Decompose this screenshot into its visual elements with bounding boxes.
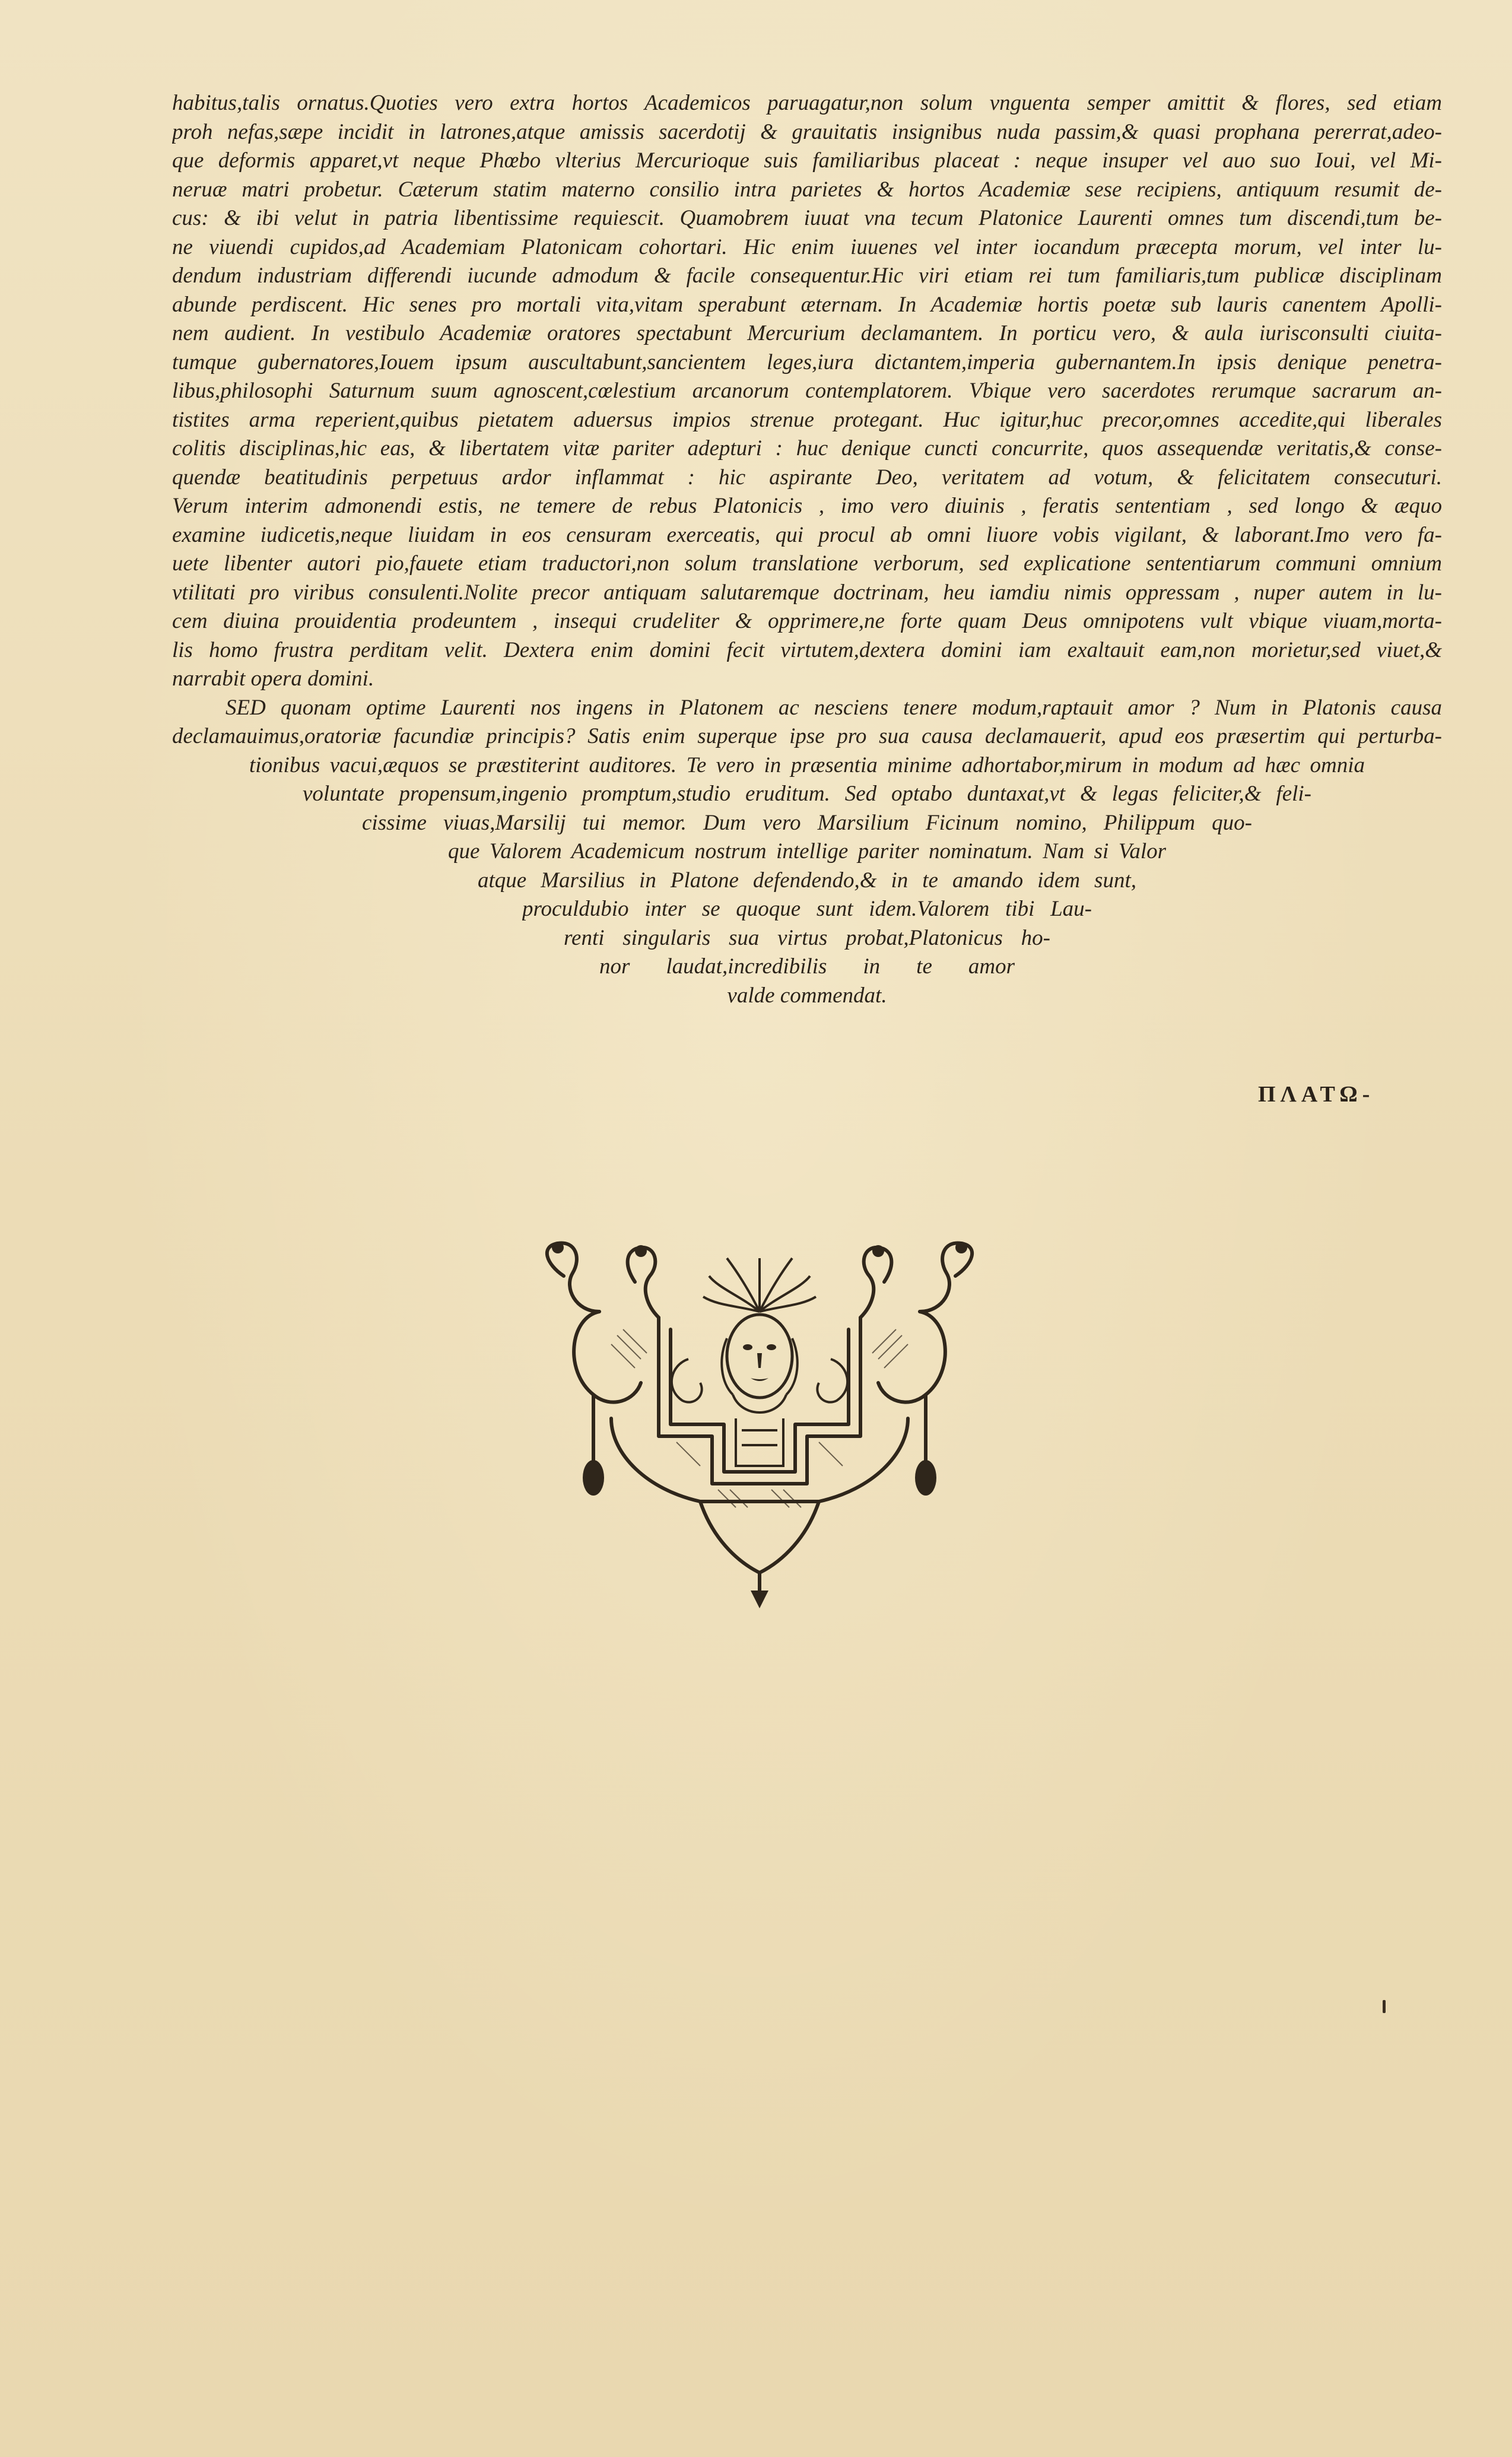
paragraph-2	[172, 694, 1442, 751]
taper-line: cissime viuas,Marsilij tui memor. Dum vero Marsilium Ficinum nomino, Philippum quo-	[362, 810, 1252, 835]
paragraph1-line: abunde perdiscent. Hic senes pro mortali vita,vitam sperabunt æternam. In Academiæ hortis poetæ sub lauris canentem Apolli-	[172, 292, 1442, 317]
paragraph1-line: proh nefas,sæpe incidit in latrones,atque amissis sacerdotij & grauitatis insignibus nuda passim,& quasi prophana pererrat,adeo-	[172, 119, 1442, 144]
paragraph1-line: tumque gubernatores,Iouem ipsum auscultabunt,sancientem leges,iura dictantem,imperia gubernantem.In ipsis denique penetra-	[172, 350, 1442, 374]
taper-line: valde commendat.	[727, 983, 887, 1008]
latin-text-body	[172, 89, 1442, 1008]
paragraph1-line: examine iudicetis,neque liuidam in eos censuram exerceatis, qui procul ab omni liuore vobis vigilant, & laborant.Imo vero fa-	[172, 522, 1442, 547]
paragraph1-line: narrabit opera domini.	[172, 666, 374, 691]
taper-line: renti singularis sua virtus probat,Platonicus ho-	[564, 925, 1050, 950]
paragraph1-line: cus: & ibi velut in patria libentissime requiescit. Quamobrem iuuat vna tecum Platonice Laurenti omnes tum discendi,tum be-	[172, 206, 1442, 230]
paragraph2-line: SED quonam optime Laurenti nos ingens in Platonem ac nesciens tenere modum,raptauit amor ? Num in Platonis causa	[225, 695, 1442, 720]
ink-speck	[1383, 2000, 1386, 2013]
taper-line: atque Marsilius in Platone defendendo,& in te amando idem sunt,	[478, 868, 1136, 893]
taper-line: proculdubio inter se quoque sunt idem.Valorem tibi Lau-	[522, 897, 1092, 921]
paragraph1-line: que deformis apparet,vt neque Phœbo vlterius Mercurioque suis familiaribus placeat : neque insuper vel auo suo Ioui, vel Mi-	[172, 148, 1442, 173]
paragraph1-line: dendum industriam differendi iucunde admodum & facile consequentur.Hic viri etiam rei tum familiaris,tum publicæ disciplinam	[172, 264, 1442, 288]
taper-line: voluntate propensum,ingenio promptum,studio eruditum. Sed optabo duntaxat,vt & legas feliciter,& feli-	[303, 782, 1311, 806]
paragraph1-line: habitus,talis ornatus.Quoties vero extra hortos Academicos paruagatur,non solum vnguenta semper amittit & flores, sed etiam	[172, 91, 1442, 115]
paragraph1-line: lis homo frustra perditam velit. Dextera enim domini fecit virtutem,dextera domini iam exaltauit eam,non morietur,sed viuet,&	[172, 637, 1442, 662]
paragraph1-line: quendæ beatitudinis perpetuus ardor inflammat : hic aspirante Deo, veritatem ad votum, & felicitatem consecuturi.	[172, 465, 1442, 490]
paragraph1-line: tistites arma reperient,quibus pietatem aduersus impios strenue protegant. Huc igitur,huc precor,omnes accedite,qui liberales	[172, 407, 1442, 432]
paragraph-1	[172, 89, 1442, 694]
paragraph1-line: ne viuendi cupidos,ad Academiam Platonicam cohortari. Hic enim iuuenes vel inter iocandum præcepta morum, vel inter lu-	[172, 234, 1442, 259]
paragraph1-line: neruæ matri probetur. Cæterum statim materno consilio intra parietes & hortos Academiæ sese recipiens, antiquum resumit de-	[172, 177, 1442, 202]
decorative-tailpiece-ornament	[522, 1240, 997, 1608]
paragraph1-line: uete libenter autori pio,fauete etiam traductori,non solum translatione verborum, sed explicatione sententiarum communi omnium	[172, 551, 1442, 576]
taper-line: que Valorem Academicum nostrum intellige pariter nominatum. Nam si Valor	[448, 839, 1166, 864]
paragraph1-line: libus,philosophi Saturnum suum agnoscent,cœlestium arcanorum contemplatorem. Vbique vero sacerdotes rerumque sacrarum an-	[172, 379, 1442, 403]
paragraph1-line: cem diuina prouidentia prodeuntem , insequi crudeliter & opprimere,ne forte quam Deus omnipotens vult vbique viuam,morta-	[172, 609, 1442, 633]
paragraph1-line: nem audient. In vestibulo Academiæ oratores spectabunt Mercurium declamantem. In porticu vero, & aula iurisconsulti ciuita-	[172, 321, 1442, 345]
taper-line: tionibus vacui,æquos se præstiterint auditores. Te vero in præsentia minime adhortabor,mirum in modum ad hæc omnia	[249, 753, 1365, 777]
taper-line: nor laudat,incredibilis in te amor	[599, 954, 1015, 979]
catchword: ΠΛΑΤΩ-	[1258, 1082, 1375, 1107]
paragraph1-line: vtilitati pro viribus consulenti.Nolite precor antiquam salutaremque doctrinam, heu iamdiu nimis oppressam , nuper autem in lu-	[172, 580, 1442, 605]
paragraph2-line: declamauimus,oratoriæ facundiæ principis? Satis enim superque ipse pro sua causa declamauerit, apud eos præsertim qui perturba-	[172, 724, 1442, 748]
paragraph1-line: colitis disciplinas,hic eas, & libertatem vitæ pariter adepturi : huc denique cuncti concurrite, quos assequendæ veritatis,& conse-	[172, 436, 1442, 461]
paragraph1-line: Verum interim admonendi estis, ne temere de rebus Platonicis , imo vero diuinis , feratis sententiam , sed longo & æquo	[172, 494, 1442, 518]
